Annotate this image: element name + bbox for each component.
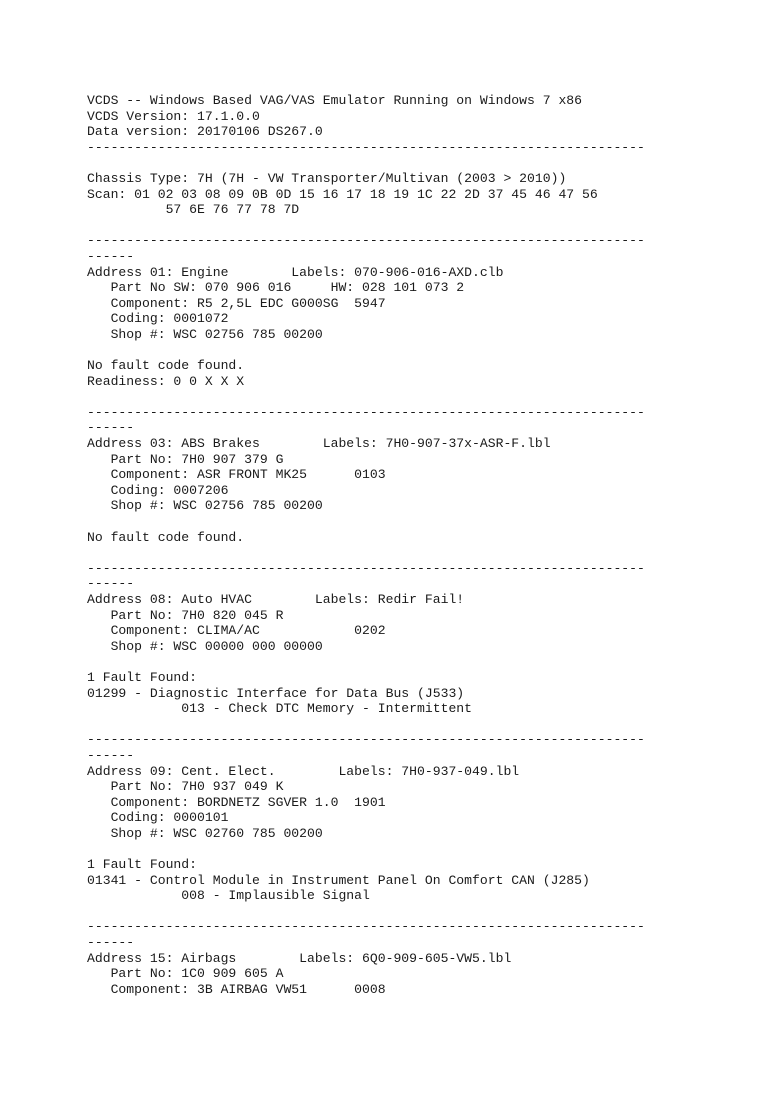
report-line: Address 15: Airbags Labels: 6Q0-909-605-VW5.lbl <box>87 950 512 966</box>
report-line: Address 09: Cent. Elect. Labels: 7H0-937-049.lbl <box>87 763 520 779</box>
report-line: No fault code found. <box>87 358 245 374</box>
report-line: Address 08: Auto HVAC Labels: Redir Fail! <box>87 592 465 607</box>
report-line: Shop #: WSC 02756 785 00200 <box>87 498 323 514</box>
report-line: Component: BORDNETZ SGVER 1.0 1901 <box>87 794 386 810</box>
report-line: Scan: 01 02 03 08 09 0B 0D 15 16 17 18 19 1C 22 2D 37 45 46 47 56 <box>87 186 598 202</box>
report-line: Shop #: WSC 02760 785 00200 <box>87 825 323 841</box>
report-line: Chassis Type: 7H (7H - VW Transporter/Multivan (2003 > 2010)) <box>87 170 567 186</box>
report-line: Component: CLIMA/AC 0202 <box>87 623 386 639</box>
blank-line <box>87 654 645 670</box>
report-line: 1 Fault Found: <box>87 857 198 873</box>
separator-line: ----------------------------------------------------------------------- <box>87 404 645 420</box>
report-line: Part No: 7H0 907 379 G <box>87 451 284 467</box>
report-line: Part No SW: 070 906 016 HW: 028 101 073 2 <box>87 280 465 296</box>
report-line: Shop #: WSC 00000 000 00000 <box>87 638 323 654</box>
report-line: VCDS Version: 17.1.0.0 <box>87 108 260 124</box>
report-line: 01341 - Control Module in Instrument Panel On Comfort CAN (J285) <box>87 872 590 888</box>
blank-line <box>87 842 645 858</box>
report-line: Coding: 0001072 <box>87 311 229 327</box>
report-line: Coding: 0000101 <box>87 810 229 826</box>
separator-line: ------ <box>87 420 135 436</box>
report-line: Data version: 20170106 DS267.0 <box>87 124 323 140</box>
blank-line <box>87 717 645 733</box>
report-line: Component: 3B AIRBAG VW51 0008 <box>87 981 386 997</box>
blank-line <box>87 155 645 171</box>
separator-line: ------ <box>87 935 135 951</box>
report-line: 57 6E 76 77 78 7D <box>87 202 300 218</box>
blank-line <box>87 904 645 920</box>
report-line: No fault code found. <box>87 529 245 545</box>
report-line: Component: ASR FRONT MK25 0103 <box>87 467 386 483</box>
separator-line: ----------------------------------------------------------------------- <box>87 233 645 249</box>
report-line: VCDS -- Windows Based VAG/VAS Emulator Running on Windows 7 x86 <box>87 93 583 108</box>
separator-line: ----------------------------------------------------------------------- <box>87 732 645 748</box>
report-line: Shop #: WSC 02756 785 00200 <box>87 326 323 342</box>
blank-line <box>87 389 645 405</box>
blank-line <box>87 545 645 561</box>
report-line: Readiness: 0 0 X X X <box>87 373 245 389</box>
separator-line: ----------------------------------------------------------------------- <box>87 139 645 155</box>
report-line: Part No: 1C0 909 605 A <box>87 966 284 982</box>
report-line: 1 Fault Found: <box>87 669 198 685</box>
blank-line <box>87 218 645 234</box>
report-line: 013 - Check DTC Memory - Intermittent <box>87 701 473 717</box>
report-line: Part No: 7H0 937 049 K <box>87 779 284 795</box>
separator-line: ------ <box>87 576 135 592</box>
vcds-report-text <box>87 93 645 997</box>
separator-line: ------ <box>87 747 135 763</box>
report-line: 01299 - Diagnostic Interface for Data Bus (J533) <box>87 685 465 701</box>
separator-line: ----------------------------------------------------------------------- <box>87 919 645 935</box>
report-line: Address 01: Engine Labels: 070-906-016-AXD.clb <box>87 264 504 280</box>
blank-line <box>87 514 645 530</box>
report-line: Coding: 0007206 <box>87 482 229 498</box>
separator-line: ----------------------------------------------------------------------- <box>87 560 645 576</box>
report-line: Address 03: ABS Brakes Labels: 7H0-907-37x-ASR-F.lbl <box>87 436 551 452</box>
report-line: Part No: 7H0 820 045 R <box>87 607 284 623</box>
separator-line: ------ <box>87 248 135 264</box>
report-line: 008 - Implausible Signal <box>87 888 370 904</box>
report-line: Component: R5 2,5L EDC G000SG 5947 <box>87 295 386 311</box>
blank-line <box>87 343 645 359</box>
